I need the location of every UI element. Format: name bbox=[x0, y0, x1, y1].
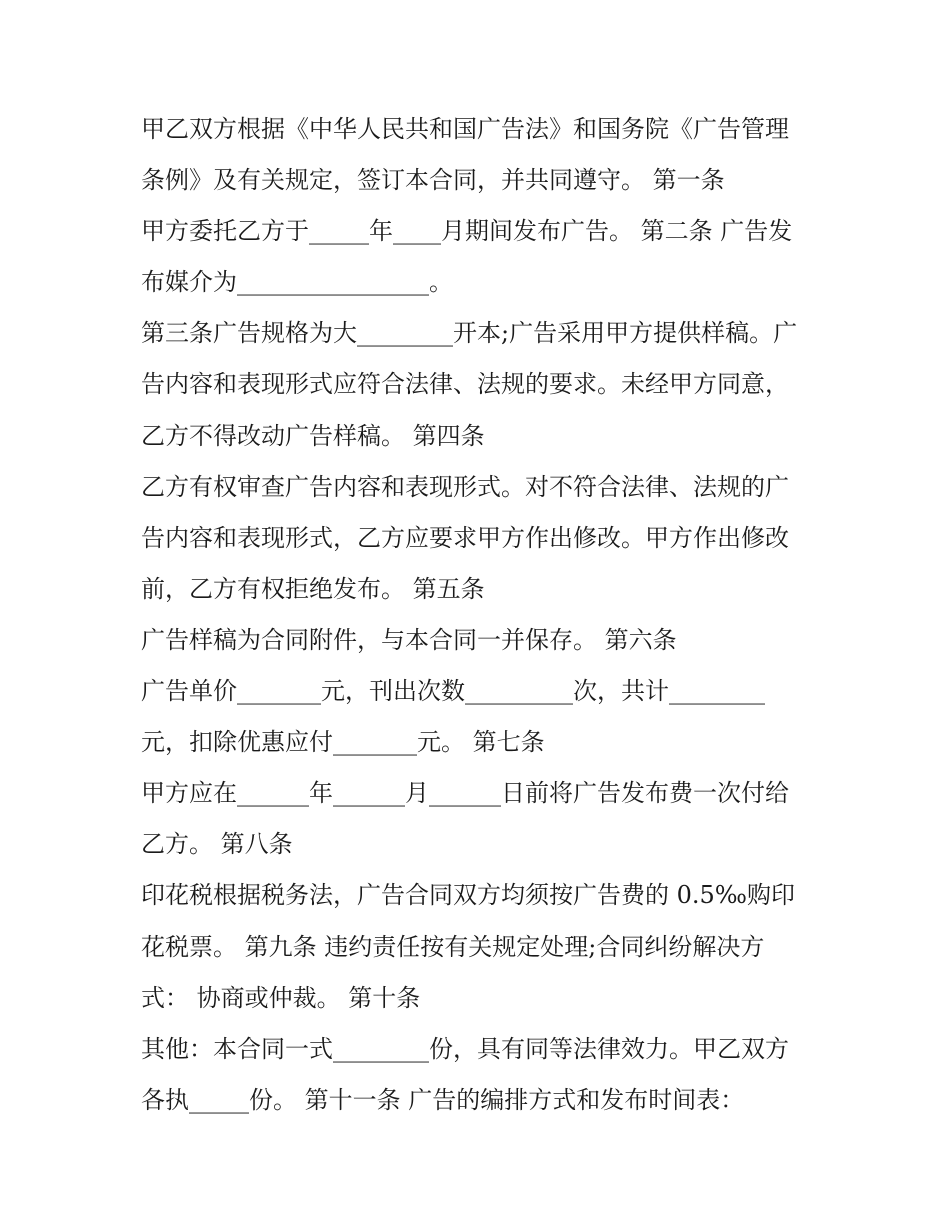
text-line: 花税票。 第九条 违约责任按有关规定处理;合同纠纷解决方 bbox=[141, 932, 765, 961]
text-line: 甲乙双方根据《中华人民共和国广告法》和国务院《广告管理 bbox=[141, 115, 789, 143]
text-line: 其他：本合同一式________份，具有同等法律效力。甲乙双方 bbox=[141, 1034, 789, 1063]
text-line: 式： 协商或仲裁。 第十条 bbox=[141, 983, 421, 1012]
text-line: 告内容和表现形式，乙方应要求甲方作出修改。甲方作出修改 bbox=[141, 523, 789, 552]
text-line: 元，扣除优惠应付_______元。 第七条 bbox=[141, 728, 545, 757]
text-line: 布媒介为________________。 bbox=[141, 268, 453, 297]
text-line: 广告样稿为合同附件，与本合同一并保存。 第六条 bbox=[141, 625, 677, 654]
text-line: 印花税根据税务法，广告合同双方均须按广告费的 0.5‰购印 bbox=[141, 881, 795, 910]
text-line: 甲方委托乙方于_____年____月期间发布广告。 第二条 广告发 bbox=[141, 217, 793, 246]
text-line: 乙方有权审查广告内容和表现形式。对不符合法律、法规的广 bbox=[141, 472, 789, 501]
text-line: 前，乙方有权拒绝发布。 第五条 bbox=[141, 574, 485, 603]
text-line: 乙方。 第八条 bbox=[141, 830, 293, 859]
text-line: 条例》及有关规定，签订本合同，并共同遵守。 第一条 bbox=[141, 166, 725, 195]
text-line: 广告单价_______元，刊出次数_________次，共计________ bbox=[141, 677, 765, 706]
text-line: 告内容和表现形式应符合法律、法规的要求。未经甲方同意， bbox=[141, 370, 789, 399]
text-line: 各执_____份。 第十一条 广告的编排方式和发布时间表： bbox=[141, 1085, 745, 1114]
text-line: 乙方不得改动广告样稿。 第四条 bbox=[141, 421, 485, 450]
contract-body bbox=[141, 104, 821, 1126]
text-line: 第三条广告规格为大________开本;广告采用甲方提供样稿。广 bbox=[141, 319, 798, 348]
text-line: 甲方应在______年______月______日前将广告发布费一次付给 bbox=[141, 779, 789, 808]
